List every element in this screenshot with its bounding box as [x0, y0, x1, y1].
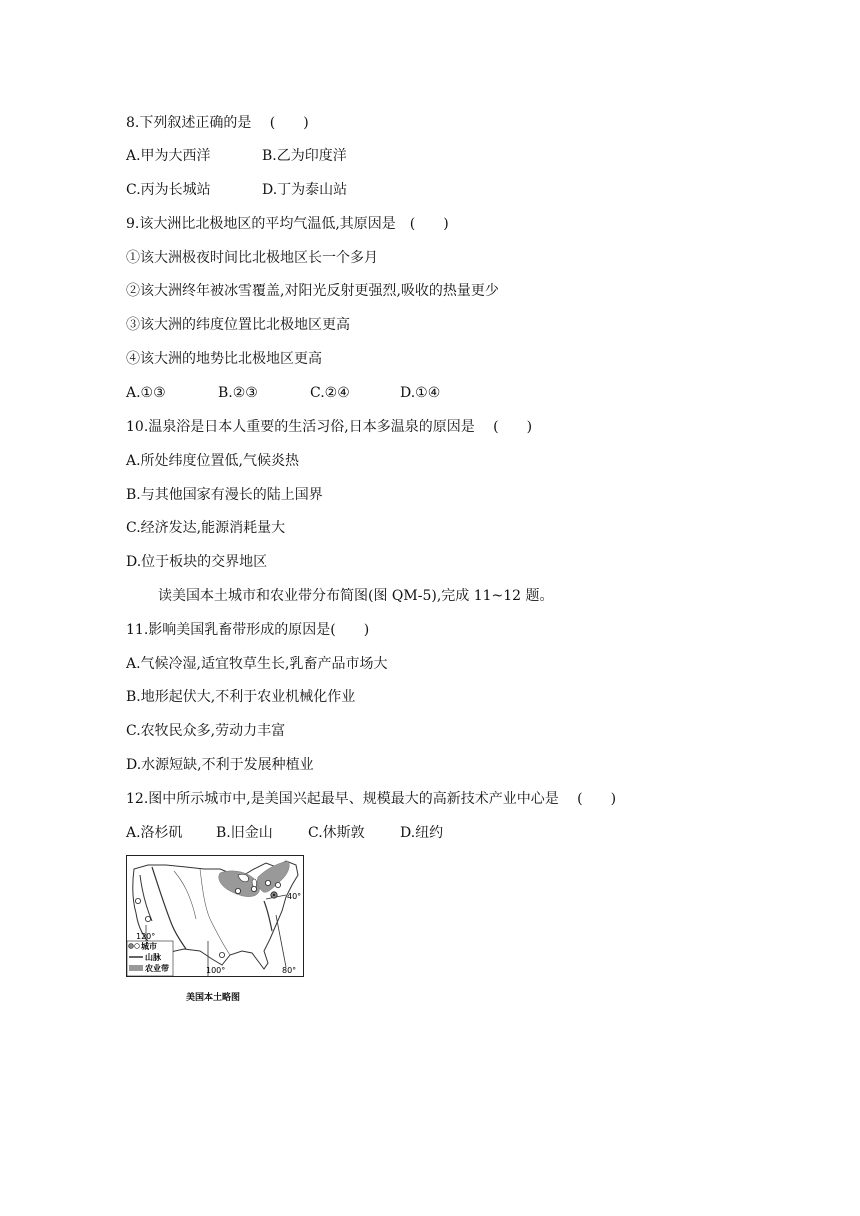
map-caption: 美国本土略图	[186, 993, 241, 1003]
legend-city-label: 城市	[141, 942, 157, 951]
legend-mountain-label: 山脉	[145, 953, 161, 962]
city-pittsburgh	[265, 880, 270, 885]
q9-option-c[interactable]: C.②④	[310, 385, 350, 401]
section-intro: 读美国本土城市和农业带分布简图(图 QM-5),完成 11~12 题。	[158, 588, 554, 604]
q12-options-row	[126, 824, 443, 842]
city-chicago	[235, 888, 240, 893]
city-los-angeles	[145, 916, 150, 921]
city-houston	[219, 952, 224, 957]
q9-statement-2: ②该大洲终年被冰雪覆盖,对阳光反射更强烈,吸收的热量更少	[126, 283, 499, 299]
q10-option-b[interactable]: B.与其他国家有漫长的陆上国界	[126, 487, 323, 503]
label-lon-100: 100°	[206, 966, 226, 975]
q9-statement-4: ④该大洲的地势比北极地区更高	[126, 351, 322, 367]
city-detroit	[251, 886, 256, 891]
q11-option-c[interactable]: C.农牧民众多,劳动力丰富	[126, 723, 286, 739]
q10-option-c[interactable]: C.经济发达,能源消耗量大	[126, 520, 286, 536]
q9-statement-3: ③该大洲的纬度位置比北极地区更高	[126, 317, 350, 333]
q12-option-d[interactable]: D.纽约	[400, 825, 444, 841]
q10-option-a[interactable]: A.所处纬度位置低,气候炎热	[126, 453, 300, 469]
label-lon-80: 80°	[282, 966, 297, 975]
q8-option-a[interactable]: A.甲为大西洋	[126, 148, 211, 164]
q9-stem: 9.该大洲比北极地区的平均气温低,其原因是 ( )	[126, 216, 449, 232]
legend-agri-label: 农业带	[145, 964, 169, 973]
q10-stem: 10.温泉浴是日本人重要的生活习俗,日本多温泉的原因是 ( )	[126, 419, 533, 435]
city-san-francisco	[135, 898, 140, 903]
q11-option-a[interactable]: A.气候冷湿,适宜牧草生长,乳畜产品市场大	[126, 656, 388, 672]
q9-options-row	[126, 384, 440, 402]
q8-option-c[interactable]: C.丙为长城站	[126, 182, 211, 198]
q8-option-b[interactable]: B.乙为印度洋	[262, 148, 347, 164]
legend-agri-icon	[129, 965, 143, 971]
q12-option-c[interactable]: C.休斯敦	[308, 825, 365, 841]
q9-option-a[interactable]: A.①③	[126, 385, 166, 401]
q9-option-d[interactable]: D.①④	[400, 385, 441, 401]
q9-statement-1: ①该大洲极夜时间比北极地区长一个多月	[126, 250, 378, 266]
label-lon-120: 120°	[136, 932, 156, 941]
us-mainland-map	[126, 855, 304, 977]
q12-stem: 12.图中所示城市中,是美国兴起最早、规模最大的高新技术产业中心是 ( )	[126, 791, 617, 807]
q9-option-b[interactable]: B.②③	[218, 385, 258, 401]
legend-city-major-icon	[129, 944, 134, 949]
q8-options-row1	[126, 147, 347, 165]
q12-option-a[interactable]: A.洛杉矶	[126, 825, 183, 841]
q8-stem: 8.下列叙述正确的是 ( )	[126, 115, 309, 131]
q11-option-b[interactable]: B.地形起伏大,不利于农业机械化作业	[126, 689, 356, 705]
q10-option-d[interactable]: D.位于板块的交界地区	[126, 554, 268, 570]
city-boston	[275, 882, 280, 887]
q11-stem: 11.影响美国乳畜带形成的原因是( )	[126, 622, 370, 638]
label-lat-40: 40°	[287, 892, 302, 901]
q8-option-d[interactable]: D.丁为泰山站	[262, 182, 348, 198]
legend-city-icon	[135, 944, 140, 949]
q12-option-b[interactable]: B.旧金山	[216, 825, 273, 841]
city-new-york-center	[273, 894, 275, 896]
q8-options-row2	[126, 181, 347, 199]
q11-option-d[interactable]: D.水源短缺,不利于发展种植业	[126, 757, 314, 773]
